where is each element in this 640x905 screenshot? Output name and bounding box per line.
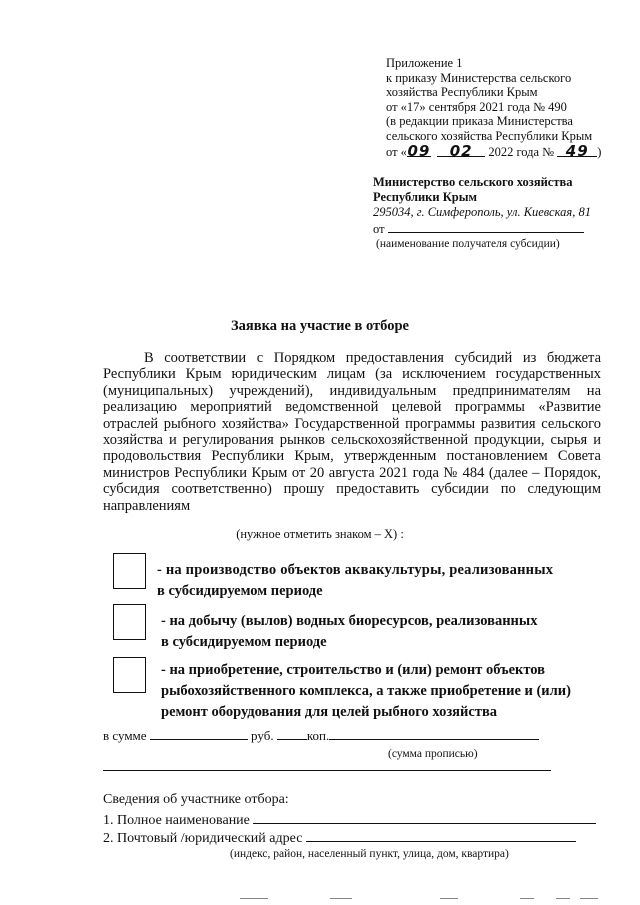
recipient-hint: (наименование получателя субсидии)	[376, 238, 560, 250]
addressee-block	[373, 175, 591, 252]
option-fishing	[161, 611, 602, 653]
sum-row	[103, 727, 539, 744]
participant-heading: Сведения об участнике отбора:	[103, 792, 289, 807]
option-label-line: - на производство объектов аквакультуры, реализованных	[157, 562, 554, 578]
annex-line: (в редакции приказа Министерства	[386, 114, 573, 129]
option-checkbox-fishing[interactable]	[113, 604, 146, 640]
handwritten-number: 49	[565, 141, 589, 160]
annex-line: от «17» сентября 2021 года № 490	[386, 99, 567, 114]
option-label-line: - на добычу (вылов) водных биоресурсов, реализованных	[161, 613, 538, 629]
annex-edition-date: от «09 02 2022 года № 49 )	[386, 141, 602, 160]
option-label-line: ремонт оборудования для целей рыбного хозяйства	[161, 704, 498, 720]
scan-artifact	[330, 898, 352, 899]
participant-name-label: 1. Полное наименование	[103, 813, 250, 828]
recipient-from-label: от	[373, 222, 385, 236]
sum-label: в сумме	[103, 728, 147, 743]
annex-line: Приложение 1	[386, 56, 463, 70]
option-label-line: в субсидируемом периоде	[157, 583, 323, 599]
scan-artifact	[520, 898, 534, 899]
sum-words-line[interactable]	[103, 770, 551, 771]
addressee-name: Министерство сельского хозяйства	[373, 175, 573, 189]
participant-name-field[interactable]	[253, 811, 596, 824]
participant-address-label: 2. Почтовый /юридический адрес	[103, 831, 303, 846]
option-label-line: рыбохозяйственного комплекса, а также приобретение и (или)	[161, 683, 571, 699]
annex-block	[386, 56, 601, 159]
body-text: В соответствии с Порядком предоставления субсидий из бюджета Республики Крым юридическим лицам (за исключением государственных (муниципальных) учреждений), индивидуальным предпринимателям на реализацию мероприятий ведомственной целевой программы «Развитие отраслей рыбного хозяйства» Государственной программы развития сельского хозяйства и регулирования рынков сельскохозяйственной продукции, сырья и продовольствия Республики Крым, утвержденным постановлением Совета министров Республики Крым от 20 августа 2021 года № 484 (далее – Порядок, субсидия соответственно) прошу предоставить субсидии по следующим направлениям	[103, 350, 601, 514]
address-hint: (индекс, район, населенный пункт, улица, дом, квартира)	[230, 848, 509, 860]
addressee-name-2: Республики Крым	[373, 190, 477, 204]
sum-kop-label: коп.	[306, 728, 330, 743]
option-aquaculture	[157, 560, 602, 602]
recipient-name-field[interactable]	[388, 220, 584, 233]
scan-artifact	[440, 898, 458, 899]
annex-line: хозяйства Республики Крым	[386, 85, 538, 100]
participant-address-field[interactable]	[306, 829, 576, 842]
scan-artifact	[580, 898, 598, 899]
recipient-from-row	[373, 220, 591, 237]
scan-artifact	[556, 898, 570, 899]
scan-artifact	[240, 898, 268, 899]
participant-item-name	[103, 811, 596, 829]
option-infrastructure	[161, 660, 602, 723]
addressee-address: 295034, г. Симферополь, ул. Киевская, 81	[373, 205, 591, 219]
sum-kop-field[interactable]	[277, 727, 307, 740]
document-title: Заявка на участие в отборе	[231, 318, 409, 334]
handwritten-month: 02	[449, 141, 473, 160]
handwritten-day: 09	[407, 141, 431, 160]
participant-item-address	[103, 829, 576, 847]
option-label-line: - на приобретение, строительство и (или) ремонт объектов	[161, 662, 546, 678]
mark-instruction: (нужное отметить знаком – Х) :	[236, 527, 404, 541]
sum-rub-field[interactable]	[150, 727, 248, 740]
sum-words-field[interactable]	[329, 727, 539, 740]
sum-hint: (сумма прописью)	[388, 748, 478, 760]
annex-line: к приказу Министерства сельского	[386, 70, 572, 85]
sum-rub-label: руб.	[251, 728, 274, 743]
option-checkbox-infrastructure[interactable]	[113, 657, 146, 693]
option-checkbox-aquaculture[interactable]	[113, 553, 146, 589]
annex-line: сельского хозяйства Республики Крым	[386, 128, 593, 143]
option-label-line: в субсидируемом периоде	[161, 634, 327, 650]
body-paragraph	[103, 350, 601, 514]
